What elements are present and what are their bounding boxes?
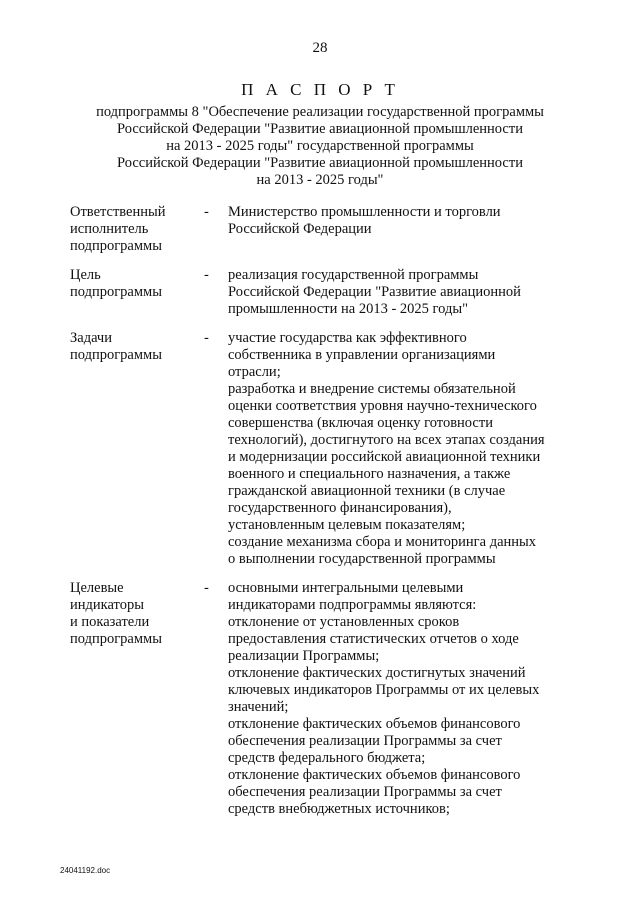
value-line: технологий), достигнутого на всех этапах создания	[228, 432, 545, 448]
value-line: Российской Федерации	[228, 221, 372, 237]
label-line: исполнитель	[70, 221, 149, 237]
subtitle-line: на 2013 - 2025 годы" государственной программы	[166, 138, 474, 154]
row-dash: -	[204, 330, 209, 346]
value-line: о выполнении государственной программы	[228, 551, 496, 567]
value-line: промышленности на 2013 - 2025 годы"	[228, 301, 469, 317]
value-line: гражданской авиационной техники (в случае	[228, 483, 506, 499]
value-line: отклонение от установленных сроков	[228, 614, 460, 630]
row-label	[70, 580, 204, 818]
row-dash: -	[204, 267, 209, 283]
row-label	[70, 330, 204, 568]
passport-row-tasks	[70, 330, 580, 568]
document-filename: 24041192.doc	[60, 866, 111, 875]
value-line: Российской Федерации "Развитие авиационной	[228, 284, 521, 300]
row-dash: -	[204, 580, 209, 596]
document-title: П А С П О Р Т	[241, 80, 399, 99]
value-line: участие государства как эффективного	[228, 330, 467, 346]
row-value	[228, 267, 580, 318]
label-line: подпрограммы	[70, 284, 162, 300]
subtitle-line: Российской Федерации "Развитие авиационной промышленности	[117, 155, 523, 171]
value-line: реализации Программы;	[228, 648, 380, 664]
value-line: Министерство промышленности и торговли	[228, 204, 501, 220]
row-value	[228, 330, 580, 568]
label-line: подпрограммы	[70, 347, 162, 363]
value-line: средств федерального бюджета;	[228, 750, 426, 766]
label-line: индикаторы	[70, 597, 144, 613]
value-line: отклонение фактических объемов финансового	[228, 716, 521, 732]
passport-table	[70, 204, 580, 830]
value-line: ключевых индикаторов Программы от их целевых	[228, 682, 540, 698]
value-line: отрасли;	[228, 364, 281, 380]
value-line: предоставления статистических отчетов о ходе	[228, 631, 519, 647]
passport-row-responsible	[70, 204, 580, 255]
row-dash: -	[204, 204, 209, 220]
passport-row-indicators	[70, 580, 580, 818]
row-value	[228, 580, 580, 818]
document-subtitle	[60, 104, 580, 189]
value-line: государственного финансирования),	[228, 500, 452, 516]
value-line: разработка и внедрение системы обязательной	[228, 381, 516, 397]
page-number: 28	[312, 40, 328, 56]
row-label	[70, 267, 204, 318]
row-label	[70, 204, 204, 255]
value-line: реализация государственной программы	[228, 267, 479, 283]
value-line: основными интегральными целевыми	[228, 580, 464, 596]
label-line: подпрограммы	[70, 238, 162, 254]
value-line: средств внебюджетных источников;	[228, 801, 450, 817]
label-line: подпрограммы	[70, 631, 162, 647]
value-line: собственника в управлении организациями	[228, 347, 496, 363]
subtitle-line: Российской Федерации "Развитие авиационной промышленности	[117, 121, 523, 137]
subtitle-line: на 2013 - 2025 годы"	[256, 172, 384, 188]
value-line: создание механизма сбора и мониторинга данных	[228, 534, 537, 550]
label-line: Ответственный	[70, 204, 166, 220]
label-line: Целевые	[70, 580, 124, 596]
label-line: и показатели	[70, 614, 150, 630]
label-line: Задачи	[70, 330, 112, 346]
value-line: отклонение фактических объемов финансового	[228, 767, 521, 783]
value-line: и модернизации российской авиационной техники	[228, 449, 541, 465]
value-line: отклонение фактических достигнутых значений	[228, 665, 526, 681]
subtitle-line: подпрограммы 8 "Обеспечение реализации государственной программы	[96, 104, 544, 120]
label-line: Цель	[70, 267, 101, 283]
value-line: совершенства (включая оценку готовности	[228, 415, 493, 431]
value-line: индикаторами подпрограммы являются:	[228, 597, 477, 613]
value-line: военного и специального назначения, а также	[228, 466, 511, 482]
value-line: обеспечения реализации Программы за счет	[228, 733, 502, 749]
passport-row-goal	[70, 267, 580, 318]
value-line: значений;	[228, 699, 289, 715]
value-line: оценки соответствия уровня научно-технического	[228, 398, 537, 414]
value-line: установленным целевым показателям;	[228, 517, 466, 533]
value-line: обеспечения реализации Программы за счет	[228, 784, 502, 800]
row-value	[228, 204, 580, 255]
